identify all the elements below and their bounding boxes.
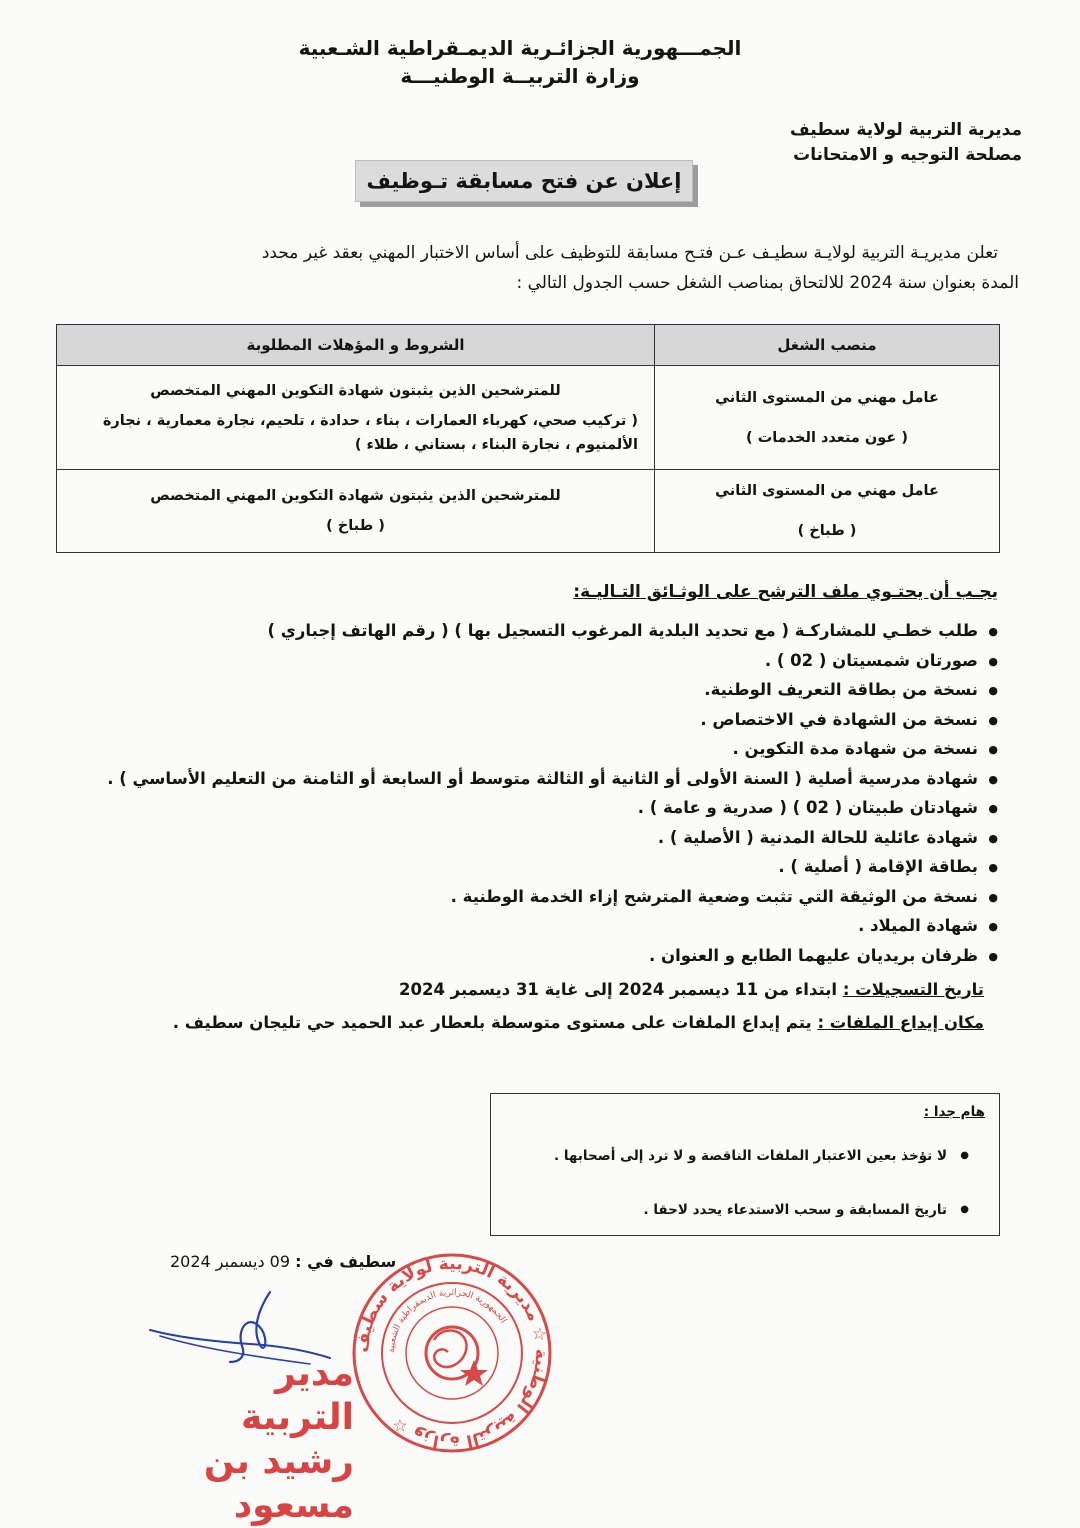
post-subtitle: ( طباخ )	[797, 523, 857, 539]
stamp-name: رشيد بن مسعود	[203, 1441, 354, 1526]
table-header-row	[57, 325, 1000, 366]
list-item: ● ظرفان بريديان عليهما الطابع و العنوان .	[98, 941, 998, 971]
announcement-title: إعلان عن فتح مسابقة تـوظيف	[355, 160, 693, 202]
official-seal	[352, 1248, 552, 1458]
svg-text:الجمهورية الجزائرية الديمقراطي: الجمهورية الجزائرية الديمقراطية الشعبية	[386, 1287, 509, 1354]
intro-line-2: المدة بعنوان سنة 2024 للالتحاق بمناصب الشغل حسب الجدول التالي :	[516, 273, 1019, 293]
post-cell	[655, 366, 1000, 470]
director-name-stamp	[158, 1352, 354, 1526]
conditions-text: للمترشحين الذين يثبتون شهادة التكوين المهني المتخصص	[150, 382, 561, 399]
deposit-location	[173, 1013, 984, 1032]
list-item: ● لا تؤخذ بعين الاعتبار الملفات الناقصة و لا ترد إلى أصحابها .	[509, 1148, 969, 1202]
important-notice-box	[490, 1093, 1000, 1236]
list-item: ● نسخة من الوثيقة التي تثبت وضعية المترشح إزاء الخدمة الوطنية .	[98, 882, 998, 912]
deposit-value: يتم إيداع الملفات على مستوى متوسطة بلعطار عبد الحميد حي تليجان سطيف .	[172, 1013, 812, 1032]
list-item: ● شهادة مدرسية أصلية ( السنة الأولى أو الثانية أو الثالثة متوسط أو السابعة أو الثامنة من التعليم الأساسي ) .	[98, 764, 998, 794]
post-title: عامل مهني من المستوى الثاني	[715, 483, 939, 499]
stamp-title: مدير التربية	[241, 1353, 354, 1438]
post-subtitle: ( عون متعدد الخدمات )	[746, 429, 908, 446]
registration-label: تاريخ التسجيلات :	[842, 980, 984, 999]
deposit-label: مكان إيداع الملفات :	[817, 1013, 984, 1032]
directorate-block	[790, 118, 1022, 168]
documents-list	[98, 616, 998, 970]
documents-heading: يجـب أن يحتـوي ملف الترشح على الوثـائق التـاليـة:	[573, 582, 998, 602]
specialties-list: ( طباخ )	[326, 518, 385, 534]
post-title: عامل مهني من المستوى الثاني	[715, 389, 939, 406]
header-post: منصب الشغل	[655, 325, 1000, 366]
list-item: ● نسخة من الشهادة في الاختصاص .	[98, 705, 998, 735]
post-cell	[655, 470, 1000, 553]
conditions-cell	[57, 366, 655, 470]
list-item: ● صورتان شمسيتان ( 02 ) .	[98, 646, 998, 676]
table-row	[57, 470, 1000, 553]
intro-paragraph	[78, 238, 1019, 298]
intro-line-1: تعلن مديريـة التربية لولايـة سطيـف عـن فتـح مسابقة للتوظيف على أساس الاختبار المهني بعقد غير محدد	[261, 243, 998, 263]
list-item: ● نسخة من شهادة مدة التكوين .	[98, 734, 998, 764]
list-item: ● شهادتان طبيتان ( 02 ) ( صدرية و عامة ) .	[98, 793, 998, 823]
svg-text:وزارة التربية الوطنية ☆ مديرية: وزارة التربية الوطنية ☆ مديرية التربية لولاية سطيف ☆	[352, 1253, 552, 1453]
table-row	[57, 366, 1000, 470]
republic-name: الجمـــهورية الجزائـرية الديمـقراطية الشـعبية	[298, 36, 742, 60]
conditions-text: للمترشحين الذين يثبتون شهادة التكوين المهني المتخصص	[150, 488, 561, 504]
date-label: سطيف في :	[295, 1252, 397, 1271]
list-item: ● بطاقة الإقامة ( أصلية ) .	[98, 852, 998, 882]
list-item: ● طلب خطـي للمشاركـة ( مع تحديد البلدية المرغوب التسجيل بها ) ( رقم الهاتف إجباري )	[98, 616, 998, 646]
jobs-table	[56, 324, 1000, 553]
list-item: ● شهادة عائلية للحالة المدنية ( الأصلية ) .	[98, 823, 998, 853]
list-item: ● شهادة الميلاد .	[98, 911, 998, 941]
directorate-name: مديرية التربية لولاية سطيف	[790, 120, 1022, 140]
notice-list	[509, 1148, 969, 1256]
conditions-cell	[57, 470, 655, 553]
document-header	[0, 34, 1040, 90]
list-item: ● نسخة من بطاقة التعريف الوطنية.	[98, 675, 998, 705]
list-item: ● تاريخ المسابقة و سحب الاستدعاء يحدد لاحقا .	[509, 1202, 969, 1256]
date-value: 09 ديسمبر 2024	[170, 1252, 291, 1271]
registration-value: ابتداء من 11 ديسمبر 2024 إلى غاية 31 ديسمبر 2024	[399, 980, 838, 999]
service-name: مصلحة التوجيه و الامتحانات	[793, 145, 1022, 165]
ministry-name: وزارة التربيــة الوطنيـــة	[400, 64, 640, 88]
header-conditions: الشروط و المؤهلات المطلوبة	[57, 325, 655, 366]
notice-title: هام جدا :	[923, 1104, 985, 1120]
registration-dates	[399, 980, 984, 999]
specialties-list: ( تركيب صحي، كهرباء العمارات ، بناء ، حدادة ، تلحيم، نجارة معمارية ، نجارة الألمنيوم ، نجارة البناء ، بستاني ، طلاء )	[102, 412, 638, 453]
